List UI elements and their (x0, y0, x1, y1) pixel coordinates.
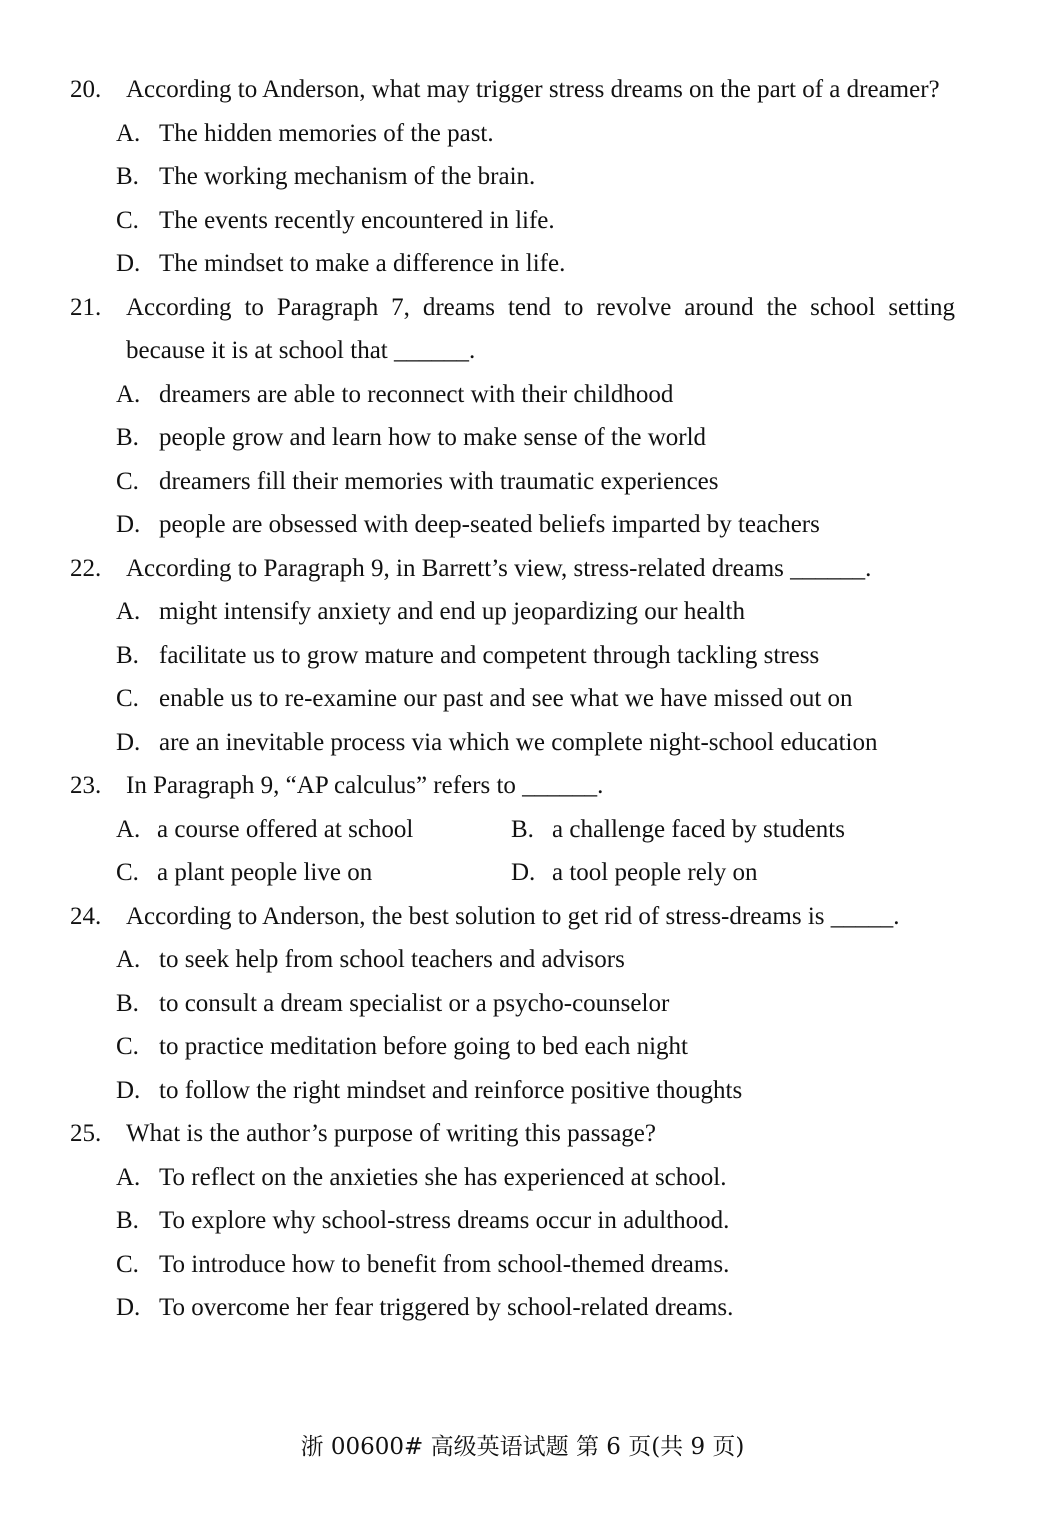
question-22 (0, 547, 1045, 765)
option-letter: B. (116, 641, 139, 669)
option-letter: C. (116, 1250, 139, 1278)
question-stem (0, 895, 1045, 939)
option-b (0, 1199, 1045, 1243)
question-25 (0, 1112, 1045, 1330)
option-a (0, 938, 1045, 982)
option-a-text: a course offered at school (157, 815, 414, 843)
question-number: 20. (70, 76, 102, 103)
option-b (0, 416, 1045, 460)
question-number: 23. (70, 772, 102, 799)
question-21 (0, 286, 1045, 547)
option-b (0, 982, 1045, 1026)
option-letter: D. (511, 859, 536, 886)
option-row (0, 851, 1045, 895)
option-b (0, 155, 1045, 199)
option-text: The mindset to make a difference in life. (159, 250, 566, 277)
question-stem (0, 286, 1045, 373)
option-b (0, 634, 1045, 678)
page-footer: 浙 00600# 高级英语试题 第 6 页(共 9 页) (300, 1434, 745, 1460)
question-text: According to Anderson, the best solution to get rid of stress-dreams is _____. (126, 902, 900, 930)
question-stem (0, 547, 1045, 591)
option-text: to practice meditation before going to bed each night (159, 1033, 688, 1060)
option-text: dreamers fill their memories with traumatic experiences (159, 467, 719, 495)
option-text: To introduce how to benefit from school-themed dreams. (159, 1250, 730, 1278)
option-c (0, 1025, 1045, 1069)
question-number: 21. (70, 293, 102, 321)
option-d (0, 721, 1045, 765)
option-d-text: a tool people rely on (552, 859, 758, 886)
option-text: The working mechanism of the brain. (159, 163, 536, 190)
option-text: might intensify anxiety and end up jeopardizing our health (159, 598, 745, 625)
option-c (0, 199, 1045, 243)
option-c (0, 1243, 1045, 1287)
option-letter: C. (116, 685, 139, 712)
option-letter: B. (511, 815, 534, 843)
option-text: facilitate us to grow mature and competent through tackling stress (159, 641, 820, 669)
question-stem (0, 764, 1045, 808)
question-text: In Paragraph 9, “AP calculus” refers to ______. (126, 772, 604, 799)
option-b-text: a challenge faced by students (552, 815, 845, 843)
option-c (0, 677, 1045, 721)
option-text: to follow the right mindset and reinforce positive thoughts (159, 1076, 743, 1104)
option-text: are an inevitable process via which we complete night-school education (159, 728, 878, 756)
option-text: To overcome her fear triggered by school-related dreams. (159, 1294, 734, 1321)
option-text: enable us to re-examine our past and see what we have missed out on (159, 685, 853, 712)
question-23 (0, 764, 1045, 895)
option-c-text: a plant people live on (157, 859, 373, 886)
question-20 (0, 68, 1045, 286)
option-letter: A. (116, 380, 141, 408)
question-24 (0, 895, 1045, 1113)
option-text: To explore why school-stress dreams occur in adulthood. (159, 1207, 730, 1234)
question-number: 22. (70, 554, 102, 582)
option-a (0, 112, 1045, 156)
option-a (0, 373, 1045, 417)
option-letter: C. (116, 206, 139, 234)
option-row (0, 808, 1045, 852)
option-letter: B. (116, 1207, 139, 1234)
option-letter: A. (116, 598, 141, 625)
question-number: 24. (70, 902, 102, 930)
option-a (0, 1156, 1045, 1200)
option-letter: C. (116, 1033, 139, 1060)
option-letter: C. (116, 859, 139, 886)
question-text: According to Paragraph 9, in Barrett’s view, stress-related dreams ______. (126, 554, 872, 582)
question-text: According to Paragraph 7, dreams tend to revolve around the school setting because it is at school that ______. (126, 293, 955, 364)
option-letter: B. (116, 989, 139, 1017)
option-d (0, 503, 1045, 547)
option-letter: D. (116, 728, 141, 756)
option-text: to seek help from school teachers and advisors (159, 946, 625, 973)
question-stem (0, 1112, 1045, 1156)
question-text: According to Anderson, what may trigger stress dreams on the part of a dreamer? (126, 76, 940, 103)
option-text: people grow and learn how to make sense of the world (159, 424, 707, 451)
option-text: to consult a dream specialist or a psycho-counselor (159, 989, 670, 1017)
question-stem (0, 68, 1045, 112)
option-letter: D. (116, 511, 141, 538)
option-letter: A. (116, 815, 141, 843)
option-letter: B. (116, 163, 139, 190)
option-letter: D. (116, 250, 141, 277)
option-text: The hidden memories of the past. (159, 119, 494, 147)
option-c (0, 460, 1045, 504)
option-text: To reflect on the anxieties she has experienced at school. (159, 1163, 727, 1191)
option-a (0, 590, 1045, 634)
question-number: 25. (70, 1120, 102, 1147)
option-letter: B. (116, 424, 139, 451)
option-text: The events recently encountered in life. (159, 206, 555, 234)
option-letter: D. (116, 1076, 141, 1104)
option-letter: D. (116, 1294, 141, 1321)
option-text: people are obsessed with deep-seated beliefs imparted by teachers (159, 511, 820, 538)
option-letter: A. (116, 1163, 141, 1191)
question-text: What is the author’s purpose of writing this passage? (126, 1120, 656, 1147)
option-letter: C. (116, 467, 139, 495)
option-letter: A. (116, 119, 141, 147)
option-text: dreamers are able to reconnect with their childhood (159, 380, 674, 408)
option-letter: A. (116, 946, 141, 973)
option-d (0, 242, 1045, 286)
option-d (0, 1069, 1045, 1113)
option-d (0, 1286, 1045, 1330)
